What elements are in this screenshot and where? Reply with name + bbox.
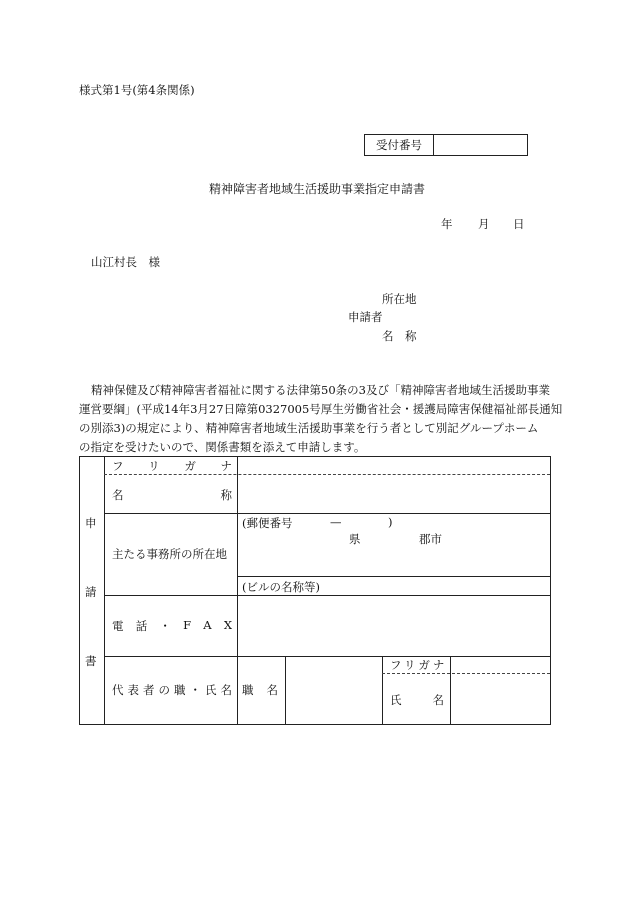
furigana-char: フ: [112, 459, 124, 473]
phone-fax-char: F: [183, 618, 192, 632]
rep-name-left-divider: [382, 656, 383, 725]
representative-char: 名: [220, 683, 232, 697]
representative-char: 者: [143, 683, 155, 697]
representative-char: の: [158, 683, 170, 697]
building-row-divider: [237, 576, 550, 577]
side-column-divider: [104, 456, 105, 725]
form-number: 様式第1号(第4条関係): [79, 83, 195, 97]
name-row-divider: [104, 513, 550, 514]
rep-name-field[interactable]: [452, 675, 549, 723]
representative-char: ・: [189, 683, 201, 697]
name-field[interactable]: [239, 476, 549, 512]
position-char: 名: [266, 683, 278, 697]
receipt-number-label: 受付番号: [365, 135, 434, 155]
side-label-3: 書: [85, 654, 97, 668]
rep-name-label: [390, 692, 444, 708]
furigana-field[interactable]: [239, 457, 549, 473]
rep-furigana-label: フリガナ: [390, 658, 448, 672]
label-column-divider: [237, 456, 238, 725]
furigana-char: ガ: [184, 459, 196, 473]
table-border-right: [550, 456, 551, 725]
phone-fax-field[interactable]: [239, 597, 549, 655]
representative-char: 代: [112, 683, 124, 697]
phone-fax-char: A: [203, 618, 212, 632]
position-label: [242, 682, 278, 698]
furigana-char: ナ: [220, 459, 232, 473]
representative-char: 氏: [205, 683, 217, 697]
date-day: 日: [513, 217, 525, 231]
rep-furigana-field[interactable]: [452, 657, 549, 672]
statement-line-2: 運営要綱」(平成14年3月27日障第0327005号厚生労働省社会・援護局障害保健福祉部長通知: [79, 402, 563, 416]
applicant-label: 申請者: [348, 310, 383, 324]
postal-dash: —: [330, 515, 342, 529]
table-border-left: [79, 456, 80, 725]
document-title: 精神障害者地域生活援助事業指定申請書: [209, 182, 426, 196]
application-statement: [79, 381, 579, 457]
phone-fax-char: 話: [135, 619, 148, 633]
table-border-bottom: [79, 724, 551, 725]
prefecture-label: 県: [349, 532, 361, 546]
postal-close: ): [388, 515, 393, 529]
position-field[interactable]: [287, 658, 381, 723]
date-month: 月: [478, 217, 490, 231]
name-label: [112, 487, 232, 503]
furigana-row-divider: [104, 474, 550, 475]
representative-label: [112, 682, 232, 698]
postal-open: (郵便番号: [242, 516, 293, 530]
date-year: 年: [441, 217, 453, 231]
representative-char: 職: [174, 683, 186, 697]
rep-name-char: 名: [432, 693, 444, 707]
name-char: 名: [112, 488, 124, 502]
addressee: 山江村長 様: [91, 255, 160, 269]
position-divider: [285, 656, 286, 725]
representative-char: 表: [127, 683, 139, 697]
receipt-number-field[interactable]: [435, 135, 527, 155]
statement-line-4: の指定を受けたいので、関係書類を添えて申請します。: [79, 440, 366, 454]
phone-fax-char: ・: [159, 619, 171, 633]
rep-name-right-divider: [450, 656, 451, 725]
phone-fax-char: X: [223, 618, 232, 632]
applicant-address-label: 所在地: [382, 292, 417, 306]
address-row-divider: [104, 595, 550, 596]
statement-line-3: の別添3)の規定により、精神障害者地域生活援助事業を行う者として別記グループホーム: [79, 421, 539, 435]
furigana-char: リ: [148, 459, 160, 473]
phone-fax-label: [112, 618, 232, 634]
rep-name-char: 氏: [390, 693, 402, 707]
side-label-2: 請: [85, 585, 97, 599]
receipt-number-box: [364, 134, 528, 156]
statement-line-1: 精神保健及び精神障害者福祉に関する法律第50条の3及び「精神障害者地域生活援助事業: [91, 383, 550, 397]
position-char: 職: [242, 683, 254, 697]
phone-fax-char: 電: [112, 619, 124, 633]
office-address-label: 主たる事務所の所在地: [112, 547, 227, 561]
furigana-label: [112, 458, 232, 474]
rep-furigana-divider: [382, 673, 550, 674]
city-label: 郡市: [419, 532, 442, 546]
name-char: 称: [220, 488, 232, 502]
side-label-1: 申: [85, 516, 97, 530]
applicant-name-label: 名 称: [382, 329, 417, 343]
building-label: (ビルの名称等): [242, 580, 320, 594]
